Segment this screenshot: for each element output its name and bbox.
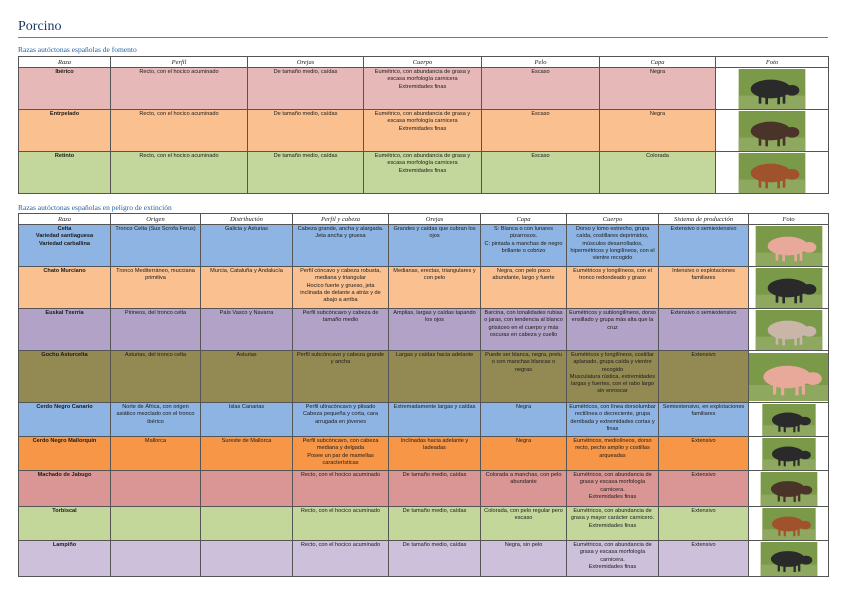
foto-cell <box>749 437 829 471</box>
table2-header-5: Capa <box>481 214 567 225</box>
cuerpo-cell: Eumétricos, con abundancia de grasa y escasa morfología carnicera. Extremidades finas <box>567 541 659 577</box>
red-pig-photo <box>749 508 829 540</box>
perfil-cabeza-cell: Perfil subcóncavo y cabeza grande y ancha <box>293 351 389 403</box>
sistema-cell: Extensivo o semiextensivo <box>659 309 749 351</box>
origen-cell: Asturias, del tronco celta <box>111 351 201 403</box>
origen-cell <box>111 541 201 577</box>
table2-row <box>19 541 829 577</box>
foto-cell <box>716 68 829 110</box>
perfil-cell: Recto, con el hocico acuminado <box>111 152 248 194</box>
table2-header-4: Orejas <box>389 214 481 225</box>
table2-header-row <box>19 214 829 225</box>
pelo-cell: Escaso <box>482 110 600 152</box>
orejas-cell: De tamaño medio, caídas <box>389 507 481 541</box>
cuerpo-cell: Dorso y lomo estrecho, grupa caída, costillares deprimidos, músculos desarrollados, hipermétricos y longilíneos, con el vientre recogido <box>567 225 659 267</box>
perfil-cabeza-cell: Recto, con el hocico acuminado <box>293 507 389 541</box>
cuerpo-cell: Eumétricos, con abundancia de grasa y mayor carácter carnicero. Extremidades finas <box>567 507 659 541</box>
pink-pig-photo <box>749 352 829 402</box>
foto-cell <box>749 403 829 437</box>
origen-cell: Tronco Celta (Sus Scrofa Ferus) <box>111 225 201 267</box>
orejas-cell: De tamaño medio, caídas <box>248 110 364 152</box>
perfil-cabeza-cell: Recto, con el hocico acuminado <box>293 471 389 507</box>
capa-cell: Negra <box>481 403 567 437</box>
distribucion-cell: Asturias <box>201 351 293 403</box>
capa-cell: Negra <box>600 110 716 152</box>
origen-cell: Norte de África, con origen asiático mezclado con el tronco ibérico <box>111 403 201 437</box>
table2-header-7: Sistema de producción <box>659 214 749 225</box>
black-pig-photo <box>749 438 829 470</box>
foto-cell <box>749 225 829 267</box>
page-title: Porcino <box>18 19 62 34</box>
origen-cell: Tronco Mediterráneo, mucciana primitiva <box>111 267 201 309</box>
origen-cell: Mallorca <box>111 437 201 471</box>
capa-cell: Negra, con pelo poco abundante, largo y fuerte <box>481 267 567 309</box>
perfil-cabeza-cell: Perfil ultracóncavo y plisado Cabeza pequeña y corta, cara arrugada en jóvenes <box>293 403 389 437</box>
table2-header-0: Raza <box>19 214 111 225</box>
orejas-cell: De tamaño medio, caídas <box>248 68 364 110</box>
distribucion-cell: Murcia, Cataluña y Andalucía <box>201 267 293 309</box>
cuerpo-cell: Eumétricos, mediolíneos, dorso recto, pecho amplio y costillas arqueadas <box>567 437 659 471</box>
table1-row <box>19 68 829 110</box>
foto-cell <box>716 110 829 152</box>
cuerpo-cell: Eumétrico, con abundancia de grasa y escasa morfología carnicera Extremidades finas <box>364 152 482 194</box>
table2-header-2: Distribución <box>201 214 293 225</box>
table2-row <box>19 403 829 437</box>
cuerpo-cell: Eumétrico, con abundancia de grasa y escasa morfología carnicera Extremidades finas <box>364 68 482 110</box>
table2-row <box>19 471 829 507</box>
perfil-cabeza-cell: Recto, con el hocico acuminado <box>293 541 389 577</box>
table1-header-row <box>19 57 829 68</box>
raza-cell: Euskal Txerria <box>19 309 111 351</box>
foto-cell <box>749 471 829 507</box>
foto-cell <box>749 507 829 541</box>
table2-header-3: Perfil y cabeza <box>293 214 389 225</box>
foto-cell <box>749 309 829 351</box>
origen-cell: Pirineos, del tronco celta <box>111 309 201 351</box>
black-pig-photo <box>716 69 828 109</box>
cuerpo-cell: Eumétricos y longilíneos, con el tronco redondeado y graso <box>567 267 659 309</box>
orejas-cell: Amplias, largas y caídas tapando los ojos <box>389 309 481 351</box>
sistema-cell: Semiextensivo, en explotaciones familiares <box>659 403 749 437</box>
pelo-cell: Escaso <box>482 68 600 110</box>
cuerpo-cell: Eumétricos y sublongilíneos, dorso ensillado y grupa más alta que la cruz <box>567 309 659 351</box>
raza-cell: Ibérico <box>19 68 111 110</box>
raza-cell: Retinto <box>19 152 111 194</box>
perfil-cabeza-cell: Perfil cóncavo y cabeza robusta, mediana y triangular Hocico fuerte y grueso, jeta inclinada de delante a atrás y de abajo a arriba <box>293 267 389 309</box>
table1-header-1: Perfil <box>111 57 248 68</box>
capa-cell: Negra <box>481 437 567 471</box>
black-pig-photo <box>749 268 829 308</box>
foto-cell <box>749 541 829 577</box>
cuerpo-cell: Eumétricos y longilíneos, costillar aplanado, grupa caída y vientre recogido Musculatura rústica, extremidades largas y fuertes, con el rabo largo sin enroscar <box>567 351 659 403</box>
perfil-cell: Recto, con el hocico acuminado <box>111 110 248 152</box>
cuerpo-cell: Eumétrico, con abundancia de grasa y escasa morfología carnicera Extremidades finas <box>364 110 482 152</box>
table1-caption: Razas autóctonas españolas de fomento <box>18 45 137 54</box>
distribucion-cell <box>201 541 293 577</box>
capa-cell: Colorada, con pelo regular pero escaso <box>481 507 567 541</box>
cuerpo-cell: Eumétricos, con línea dorsolumbar rectilínea o decreciente, grupa derribada y extremidades cortas y finas <box>567 403 659 437</box>
raza-cell: Celta Variedad santiaguesa Variedad carballina <box>19 225 111 267</box>
sistema-cell: Extensivo <box>659 541 749 577</box>
sistema-cell: Extensivo <box>659 437 749 471</box>
orejas-cell: De tamaño medio, caídas <box>248 152 364 194</box>
perfil-cabeza-cell: Perfil subcóncavo y cabeza de tamaño medio <box>293 309 389 351</box>
orejas-cell: Medianas, erectas, triangulares y con pelo <box>389 267 481 309</box>
table1-header-2: Orejas <box>248 57 364 68</box>
foto-cell <box>716 152 829 194</box>
orejas-cell: Largas y caídas hacia adelante <box>389 351 481 403</box>
sistema-cell: Intensivo o explotaciones familiares <box>659 267 749 309</box>
pink-pig-photo <box>749 226 829 266</box>
dark-pig-photo <box>716 111 828 151</box>
table1-row <box>19 152 829 194</box>
table1-header-6: Foto <box>716 57 829 68</box>
black-pig-photo <box>749 404 829 436</box>
table2-row <box>19 267 829 309</box>
table2-row <box>19 437 829 471</box>
raza-cell: Entrpelado <box>19 110 111 152</box>
fomento-table <box>18 56 829 194</box>
table2-header-8: Foto <box>749 214 829 225</box>
pelo-cell: Escaso <box>482 152 600 194</box>
distribucion-cell: País Vasco y Navarra <box>201 309 293 351</box>
spotted-pig-photo <box>749 310 829 350</box>
table2-row <box>19 309 829 351</box>
raza-cell: Cerdo Negro Canario <box>19 403 111 437</box>
distribucion-cell: Galicia y Asturias <box>201 225 293 267</box>
extincion-table <box>18 213 829 577</box>
raza-cell: Chato Murciano <box>19 267 111 309</box>
perfil-cabeza-cell: Perfil subcóncavo, con cabeza mediana y delgada Posee un par de mamellas características <box>293 437 389 471</box>
sistema-cell: Extensivo <box>659 507 749 541</box>
cuerpo-cell: Eumétricos, con abundancia de grasa y escasa morfología carnicera. Extremidades finas <box>567 471 659 507</box>
table2-header-6: Cuerpo <box>567 214 659 225</box>
capa-cell: Negra <box>600 68 716 110</box>
capa-cell: Negra, sin pelo <box>481 541 567 577</box>
capa-cell: S: Blanca o con lunares pizarrosos. C: pintada a manchas de negro brillante o cobrizo <box>481 225 567 267</box>
capa-cell: Colorada a manchas, con pelo abundante <box>481 471 567 507</box>
capa-cell: Puede ser blanca, negra, pretu o con manchas blancas o negras <box>481 351 567 403</box>
capa-cell: Colorada <box>600 152 716 194</box>
distribucion-cell <box>201 507 293 541</box>
raza-cell: Gochu Asturcelta <box>19 351 111 403</box>
table2-row <box>19 351 829 403</box>
capa-cell: Barcina, con tonalidades rubias o jaras, con tendencia al blanco grisáceo en el cuerpo y más oscuras en cabeza y cuello <box>481 309 567 351</box>
sistema-cell: Extensivo <box>659 351 749 403</box>
table2-row <box>19 507 829 541</box>
orejas-cell: Inclinadas hacia adelante y ladeadas <box>389 437 481 471</box>
raza-cell: Machado de Jabugo <box>19 471 111 507</box>
table1-header-3: Cuerpo <box>364 57 482 68</box>
perfil-cabeza-cell: Cabeza grande, ancha y alargada. Jeta ancha y gruesa <box>293 225 389 267</box>
raza-cell: Cerdo Negro Mallorquín <box>19 437 111 471</box>
orejas-cell: De tamaño medio, caídas <box>389 541 481 577</box>
table1-header-4: Pelo <box>482 57 600 68</box>
orejas-cell: Grandes y caídas que cubran los ojos <box>389 225 481 267</box>
foto-cell <box>749 267 829 309</box>
orejas-cell: Extremadamente largas y caídas <box>389 403 481 437</box>
title-divider <box>18 37 828 38</box>
raza-cell: Torbiscal <box>19 507 111 541</box>
sistema-cell: Extensivo o semiextensivo <box>659 225 749 267</box>
dark-pig-photo <box>749 472 829 506</box>
table2-row <box>19 225 829 267</box>
table2-header-1: Origen <box>111 214 201 225</box>
table2-caption: Razas autóctonas españolas en peligro de extinción <box>18 203 172 212</box>
distribucion-cell: Islas Canarias <box>201 403 293 437</box>
red-pig-photo <box>716 153 828 193</box>
origen-cell <box>111 471 201 507</box>
sistema-cell: Extensivo <box>659 471 749 507</box>
table1-header-0: Raza <box>19 57 111 68</box>
orejas-cell: De tamaño medio, caídas <box>389 471 481 507</box>
distribucion-cell: Sureste de Mallorca <box>201 437 293 471</box>
table1-row <box>19 110 829 152</box>
black-pig-photo <box>749 542 829 576</box>
perfil-cell: Recto, con el hocico acuminado <box>111 68 248 110</box>
raza-cell: Lampiño <box>19 541 111 577</box>
origen-cell <box>111 507 201 541</box>
table1-header-5: Capa <box>600 57 716 68</box>
distribucion-cell <box>201 471 293 507</box>
foto-cell <box>749 351 829 403</box>
